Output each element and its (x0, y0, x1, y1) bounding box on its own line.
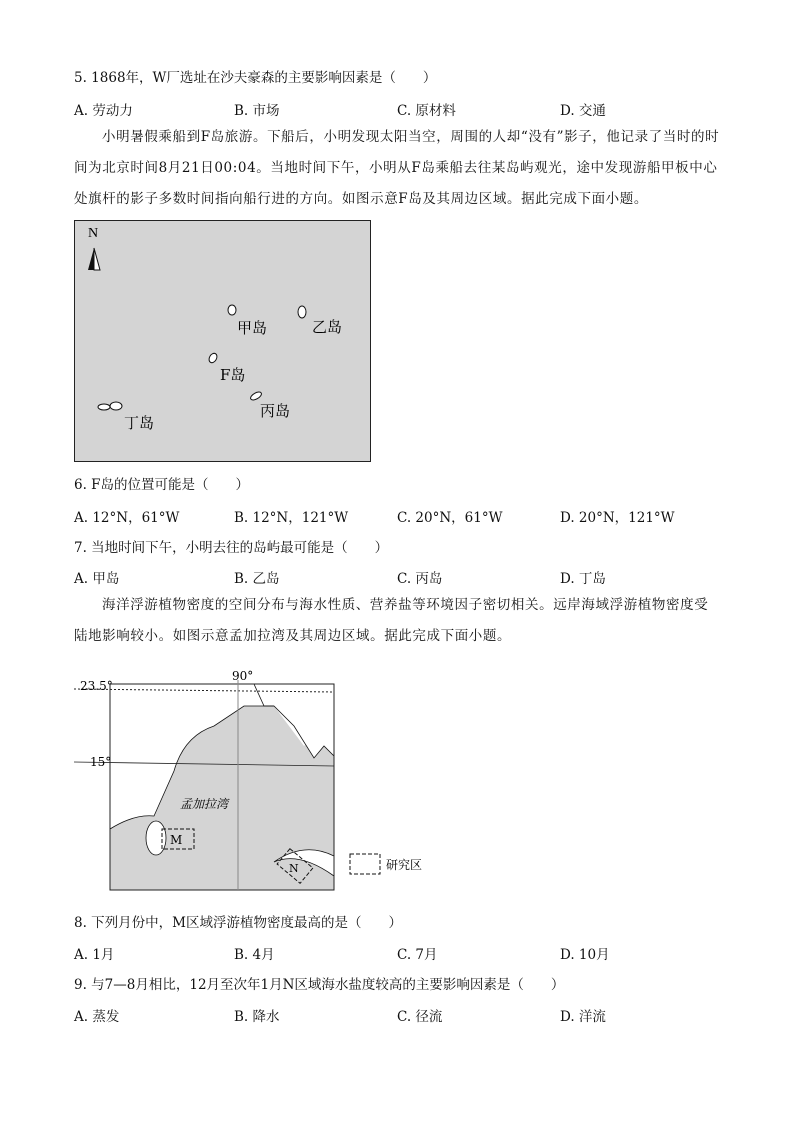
q5-stem: 5. 1868年，W厂选址在沙夫豪森的主要影响因素是（ ） (74, 70, 437, 86)
lon-90-label: 90° (232, 669, 254, 683)
lat-23-5-label: 23.5° (80, 679, 113, 693)
q7-option-b: B. 乙岛 (234, 571, 280, 587)
map-f-island (74, 220, 371, 462)
lat-15-label: 15° (90, 755, 112, 769)
island-f: F岛 (220, 366, 246, 384)
q9-option-d: D. 洋流 (560, 1009, 606, 1025)
q7-stem: 7. 当地时间下午，小明去往的岛屿最可能是（ ） (74, 540, 389, 556)
q6-option-d: D. 20°N，121°W (560, 510, 675, 526)
island-jia: 甲岛 (237, 319, 268, 337)
q7-option-d: D. 丁岛 (560, 571, 606, 587)
island-bing: 丙岛 (260, 402, 291, 420)
passage-2: 海洋浮游植物密度的空间分布与海水性质、营养盐等环境因子密切相关。远岸海域浮游植物密度受陆地影响较小。如图示意孟加拉湾及其周边区域。据此完成下面小题。 (74, 597, 709, 644)
legend-label: 研究区 (386, 858, 423, 872)
map-bay-of-bengal (74, 666, 434, 896)
q8-stem: 8. 下列月份中，M区域浮游植物密度最高的是（ ） (74, 915, 402, 931)
q5-option-a: A. 劳动力 (74, 103, 133, 119)
q5-option-d: D. 交通 (560, 103, 606, 119)
q6-option-a: A. 12°N，61°W (74, 510, 180, 526)
q9-stem: 9. 与7—8月相比，12月至次年1月N区域海水盐度较高的主要影响因素是（ ） (74, 977, 565, 993)
q8-option-a: A. 1月 (74, 947, 115, 963)
q6-option-b: B. 12°N，121°W (234, 510, 349, 526)
q8-option-b: B. 4月 (234, 947, 275, 963)
passage-1: 小明暑假乘船到F岛旅游。下船后，小明发现太阳当空，周围的人却“没有”影子，他记录了当时的时间为北京时间8月21日00:04。当地时间下午，小明从F岛乘船去往某岛屿观光，途中发现游船甲板中心处旗杆的影子多数时间指向船行进的方向。如图示意F岛及其周边区域。据此完成下面小题。 (74, 129, 720, 207)
q8-option-c: C. 7月 (397, 947, 438, 963)
legend-box (350, 854, 380, 874)
q9-option-b: B. 降水 (234, 1009, 280, 1025)
q6-option-c: C. 20°N，61°W (397, 510, 503, 526)
q5-option-b: B. 市场 (234, 103, 280, 119)
q7-option-a: A. 甲岛 (74, 571, 120, 587)
island-ding: 丁岛 (124, 414, 155, 432)
bay-label: 孟加拉湾 (180, 797, 229, 811)
q7-option-c: C. 丙岛 (397, 571, 443, 587)
q5-option-c: C. 原材料 (397, 103, 456, 119)
q9-option-a: A. 蒸发 (74, 1009, 120, 1025)
region-n-label: N (289, 862, 299, 875)
q6-stem: 6. F岛的位置可能是（ ） (74, 477, 250, 493)
island-yi: 乙岛 (312, 318, 343, 336)
region-m-label: M (170, 833, 183, 847)
north-label: N (88, 226, 99, 241)
q8-option-d: D. 10月 (560, 947, 610, 963)
q9-option-c: C. 径流 (397, 1009, 443, 1025)
